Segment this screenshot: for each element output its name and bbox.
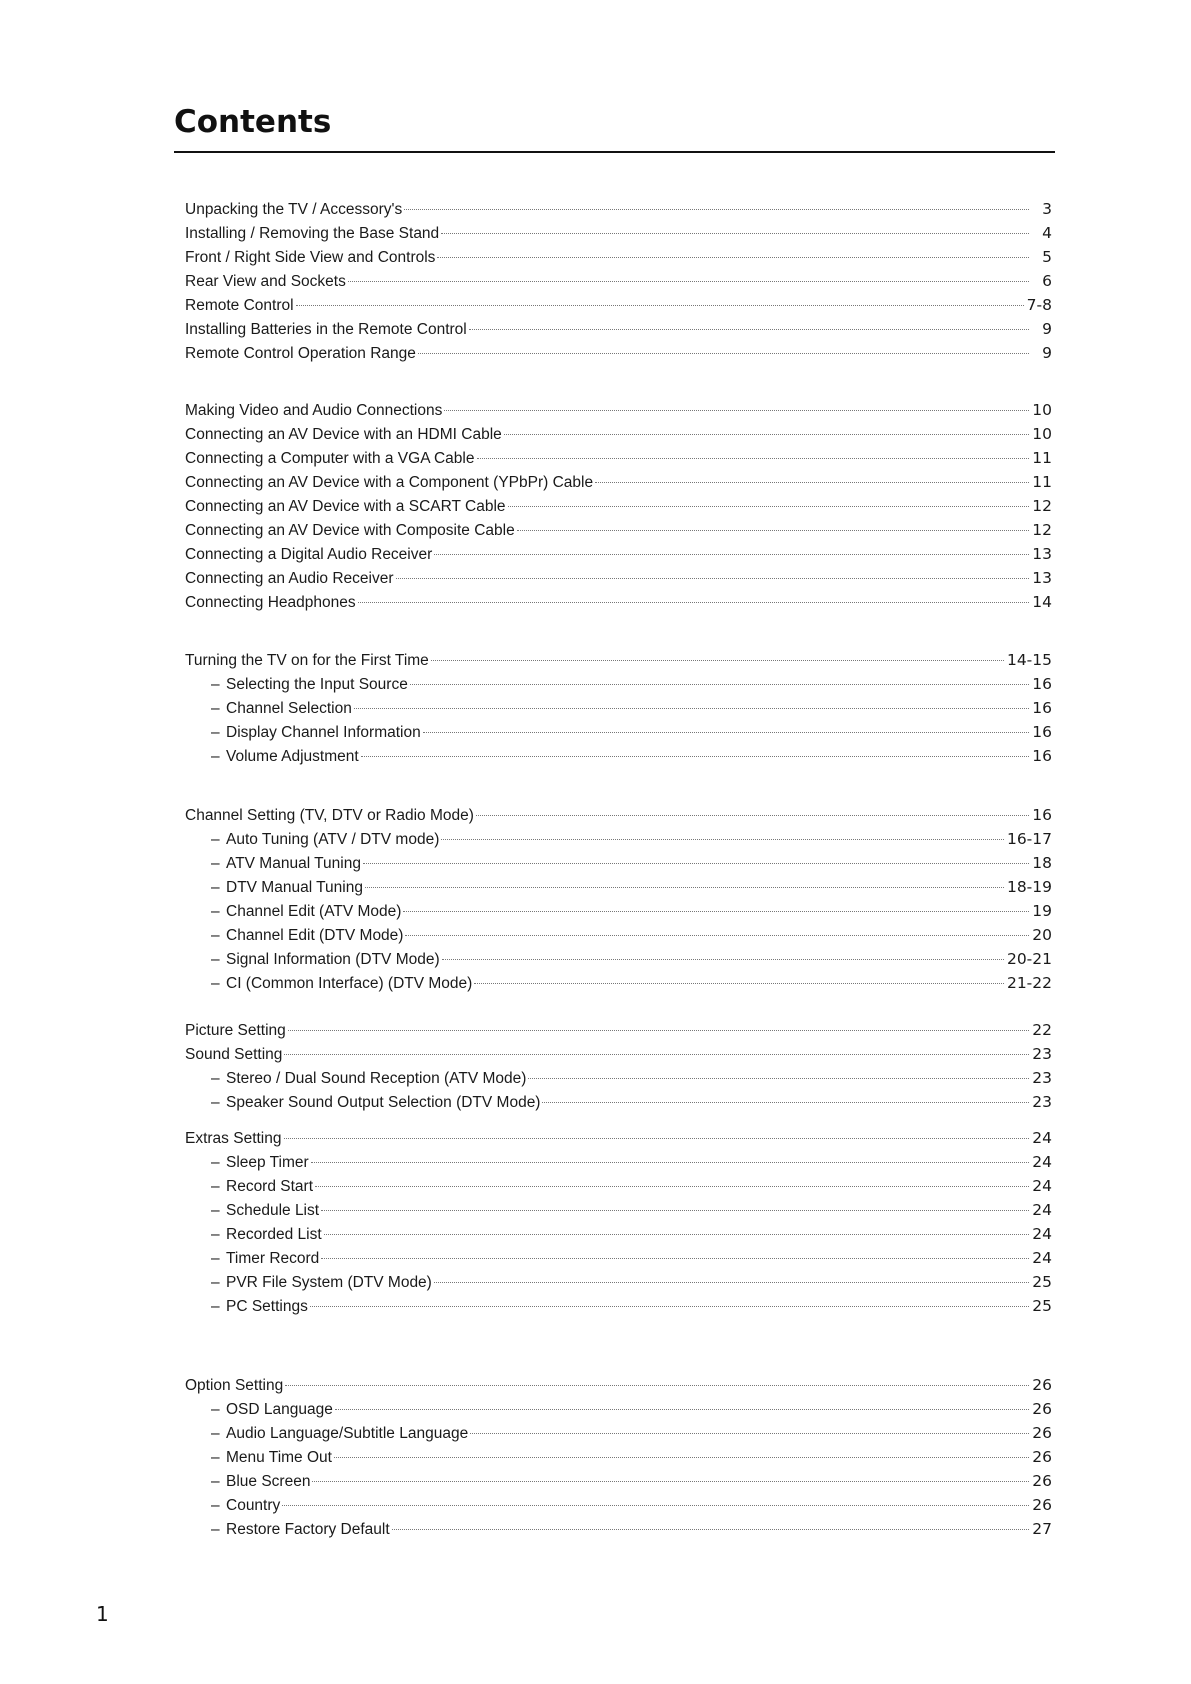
sub-entry-dash: – bbox=[211, 1401, 220, 1418]
dot-leader bbox=[441, 839, 1004, 840]
toc-entry[interactable] bbox=[185, 1469, 1052, 1493]
toc-entry[interactable] bbox=[185, 1174, 1052, 1198]
toc-entry-label: Display Channel Information bbox=[226, 724, 421, 741]
dot-leader bbox=[321, 1210, 1029, 1211]
dot-leader bbox=[405, 935, 1029, 936]
dot-leader bbox=[311, 1162, 1029, 1163]
sub-entry-dash: – bbox=[211, 724, 220, 741]
dot-leader bbox=[335, 1409, 1029, 1410]
toc-entry[interactable] bbox=[185, 221, 1052, 245]
toc-entry[interactable] bbox=[185, 1373, 1052, 1397]
dot-leader bbox=[321, 1258, 1029, 1259]
toc-entry-page: 26 bbox=[1032, 1472, 1052, 1490]
toc-entry[interactable] bbox=[185, 566, 1052, 590]
sub-entry-dash: – bbox=[211, 1094, 220, 1111]
toc-entry-label: Recorded List bbox=[226, 1226, 322, 1243]
toc-entry-label: Channel Edit (ATV Mode) bbox=[226, 903, 402, 920]
dot-leader bbox=[441, 233, 1029, 234]
toc-entry-page: 16 bbox=[1032, 699, 1052, 717]
dot-leader bbox=[348, 281, 1029, 282]
toc-entry[interactable] bbox=[185, 1493, 1052, 1517]
title-divider bbox=[174, 151, 1055, 153]
dot-leader bbox=[315, 1186, 1029, 1187]
toc-entry[interactable] bbox=[185, 744, 1052, 768]
toc-entry[interactable] bbox=[185, 542, 1052, 566]
toc-entry-label: Installing Batteries in the Remote Control bbox=[185, 321, 467, 338]
toc-group-options bbox=[185, 1373, 1052, 1541]
toc-group-channel-setting bbox=[185, 803, 1052, 995]
toc-entry-page: 24 bbox=[1032, 1225, 1052, 1243]
toc-entry-page: 24 bbox=[1032, 1249, 1052, 1267]
toc-entry-page: 18-19 bbox=[1006, 878, 1052, 896]
toc-entry-label: Connecting an AV Device with an HDMI Cable bbox=[185, 426, 502, 443]
toc-entry[interactable] bbox=[185, 1397, 1052, 1421]
dot-leader bbox=[508, 506, 1029, 507]
toc-entry-page: 16-17 bbox=[1006, 830, 1052, 848]
toc-entry[interactable] bbox=[185, 947, 1052, 971]
toc-entry-label: Record Start bbox=[226, 1178, 314, 1195]
dot-leader bbox=[288, 1030, 1029, 1031]
dot-leader bbox=[284, 1054, 1029, 1055]
toc-entry-label: Remote Control bbox=[185, 297, 294, 314]
toc-entry-label: Connecting an AV Device with Composite Cable bbox=[185, 522, 515, 539]
toc-entry-label: PVR File System (DTV Mode) bbox=[226, 1274, 432, 1291]
sub-entry-dash: – bbox=[211, 1226, 220, 1243]
toc-group-connections bbox=[185, 398, 1052, 614]
dot-leader bbox=[517, 530, 1029, 531]
toc-entry-label: Option Setting bbox=[185, 1377, 284, 1394]
toc-entry[interactable] bbox=[185, 971, 1052, 995]
toc-entry[interactable] bbox=[185, 899, 1052, 923]
dot-leader bbox=[528, 1078, 1029, 1079]
toc-entry-page: 20-21 bbox=[1006, 950, 1052, 968]
sub-entry-dash: – bbox=[211, 1274, 220, 1291]
sub-entry-dash: – bbox=[211, 1070, 220, 1087]
page-title: Contents bbox=[174, 104, 332, 140]
sub-entry-dash: – bbox=[211, 700, 220, 717]
toc-entry-label: Connecting a Digital Audio Receiver bbox=[185, 546, 433, 563]
sub-entry-dash: – bbox=[211, 975, 220, 992]
toc-entry[interactable] bbox=[185, 422, 1052, 446]
toc-entry-label: Connecting an Audio Receiver bbox=[185, 570, 394, 587]
sub-entry-dash: – bbox=[211, 1497, 220, 1514]
dot-leader bbox=[324, 1234, 1029, 1235]
sub-entry-dash: – bbox=[211, 1202, 220, 1219]
dot-leader bbox=[434, 1282, 1029, 1283]
toc-entry-page: 21-22 bbox=[1006, 974, 1052, 992]
toc-entry-label: Sleep Timer bbox=[226, 1154, 309, 1171]
toc-entry-page: 9 bbox=[1042, 320, 1052, 338]
toc-entry[interactable] bbox=[185, 1198, 1052, 1222]
dot-leader bbox=[392, 1529, 1029, 1530]
toc-entry-label: Front / Right Side View and Controls bbox=[185, 249, 436, 266]
dot-leader bbox=[312, 1481, 1029, 1482]
toc-entry[interactable] bbox=[185, 1150, 1052, 1174]
toc-entry-page: 11 bbox=[1032, 473, 1052, 491]
sub-entry-dash: – bbox=[211, 927, 220, 944]
toc-entry-label: CI (Common Interface) (DTV Mode) bbox=[226, 975, 473, 992]
toc-entry-page: 26 bbox=[1032, 1400, 1052, 1418]
toc-entry-page: 25 bbox=[1032, 1273, 1052, 1291]
toc-entry[interactable] bbox=[185, 1270, 1052, 1294]
toc-entry[interactable] bbox=[185, 803, 1052, 827]
dot-leader bbox=[476, 815, 1029, 816]
dot-leader bbox=[410, 684, 1029, 685]
toc-entry-label: Country bbox=[226, 1497, 281, 1514]
toc-entry-page: 16 bbox=[1032, 675, 1052, 693]
toc-entry-label: ATV Manual Tuning bbox=[226, 855, 361, 872]
toc-entry[interactable] bbox=[185, 341, 1052, 365]
dot-leader bbox=[474, 983, 1004, 984]
sub-entry-dash: – bbox=[211, 1449, 220, 1466]
page-number: 1 bbox=[96, 1602, 109, 1626]
toc-entry-label: Timer Record bbox=[226, 1250, 320, 1267]
toc-entry[interactable] bbox=[185, 398, 1052, 422]
toc-entry-label: Stereo / Dual Sound Reception (ATV Mode) bbox=[226, 1070, 527, 1087]
toc-entry-page: 25 bbox=[1032, 1297, 1052, 1315]
toc-entry-page: 3 bbox=[1042, 200, 1052, 218]
dot-leader bbox=[542, 1102, 1029, 1103]
dot-leader bbox=[442, 959, 1004, 960]
toc-entry-label: Remote Control Operation Range bbox=[185, 345, 416, 362]
toc-entry-page: 23 bbox=[1032, 1093, 1052, 1111]
toc-entry[interactable] bbox=[185, 720, 1052, 744]
toc-entry-page: 23 bbox=[1032, 1045, 1052, 1063]
toc-group-first-time bbox=[185, 648, 1052, 768]
toc-entry-label: Audio Language/Subtitle Language bbox=[226, 1425, 469, 1442]
dot-leader bbox=[469, 329, 1029, 330]
toc-entry[interactable] bbox=[185, 1445, 1052, 1469]
toc-entry-page: 16 bbox=[1032, 747, 1052, 765]
toc-group-extras bbox=[185, 1126, 1052, 1318]
toc-entry-label: Rear View and Sockets bbox=[185, 273, 346, 290]
toc-entry-page: 7-8 bbox=[1026, 296, 1052, 314]
toc-entry[interactable] bbox=[185, 1246, 1052, 1270]
toc-entry[interactable] bbox=[185, 1066, 1052, 1090]
dot-leader bbox=[403, 911, 1029, 912]
toc-entry-page: 12 bbox=[1032, 521, 1052, 539]
toc-entry-page: 23 bbox=[1032, 1069, 1052, 1087]
toc-entry-page: 16 bbox=[1032, 806, 1052, 824]
toc-entry-page: 22 bbox=[1032, 1021, 1052, 1039]
toc-entry-page: 12 bbox=[1032, 497, 1052, 515]
toc-entry[interactable] bbox=[185, 269, 1052, 293]
toc-entry-page: 26 bbox=[1032, 1448, 1052, 1466]
sub-entry-dash: – bbox=[211, 1298, 220, 1315]
dot-leader bbox=[470, 1433, 1029, 1434]
toc-entry-label: Channel Setting (TV, DTV or Radio Mode) bbox=[185, 807, 474, 824]
toc-entry-label: Extras Setting bbox=[185, 1130, 282, 1147]
toc-entry-label: Channel Edit (DTV Mode) bbox=[226, 927, 404, 944]
toc-entry[interactable] bbox=[185, 875, 1052, 899]
toc-entry-label: Channel Selection bbox=[226, 700, 352, 717]
dot-leader bbox=[296, 305, 1024, 306]
toc-entry[interactable] bbox=[185, 1090, 1052, 1114]
toc-entry-label: Volume Adjustment bbox=[226, 748, 359, 765]
toc-entry-page: 24 bbox=[1032, 1177, 1052, 1195]
toc-entry-page: 24 bbox=[1032, 1153, 1052, 1171]
toc-entry-page: 14 bbox=[1032, 593, 1052, 611]
toc-entry[interactable] bbox=[185, 494, 1052, 518]
sub-entry-dash: – bbox=[211, 855, 220, 872]
toc-group-setup bbox=[185, 197, 1052, 365]
dot-leader bbox=[365, 887, 1004, 888]
toc-entry-label: Speaker Sound Output Selection (DTV Mode) bbox=[226, 1094, 541, 1111]
toc-entry-label: Connecting an AV Device with a Component (YPbPr) Cable bbox=[185, 474, 594, 491]
toc-entry-page: 6 bbox=[1042, 272, 1052, 290]
dot-leader bbox=[361, 756, 1029, 757]
toc-entry-label: Connecting Headphones bbox=[185, 594, 356, 611]
toc-entry[interactable] bbox=[185, 851, 1052, 875]
sub-entry-dash: – bbox=[211, 1425, 220, 1442]
sub-entry-dash: – bbox=[211, 1154, 220, 1171]
toc-entry[interactable] bbox=[185, 1042, 1052, 1066]
dot-leader bbox=[431, 660, 1004, 661]
toc-entry[interactable] bbox=[185, 518, 1052, 542]
toc-entry-label: Restore Factory Default bbox=[226, 1521, 390, 1538]
toc-entry-page: 10 bbox=[1032, 425, 1052, 443]
toc-entry[interactable] bbox=[185, 293, 1052, 317]
sub-entry-dash: – bbox=[211, 748, 220, 765]
toc-entry[interactable] bbox=[185, 827, 1052, 851]
dot-leader bbox=[477, 458, 1030, 459]
toc-entry-label: Signal Information (DTV Mode) bbox=[226, 951, 440, 968]
toc-entry[interactable] bbox=[185, 696, 1052, 720]
toc-entry-label: Turning the TV on for the First Time bbox=[185, 652, 429, 669]
toc-group-picture-sound bbox=[185, 1018, 1052, 1114]
toc-entry-page: 16 bbox=[1032, 723, 1052, 741]
dot-leader bbox=[284, 1138, 1030, 1139]
toc-entry[interactable] bbox=[185, 648, 1052, 672]
toc-entry-label: Connecting an AV Device with a SCART Cable bbox=[185, 498, 506, 515]
toc-entry-page: 4 bbox=[1042, 224, 1052, 242]
dot-leader bbox=[354, 708, 1029, 709]
toc-entry-page: 24 bbox=[1032, 1129, 1052, 1147]
dot-leader bbox=[595, 482, 1029, 483]
toc-entry-page: 19 bbox=[1032, 902, 1052, 920]
sub-entry-dash: – bbox=[211, 903, 220, 920]
toc-entry[interactable] bbox=[185, 1421, 1052, 1445]
dot-leader bbox=[423, 732, 1029, 733]
dot-leader bbox=[363, 863, 1029, 864]
toc-entry-label: Selecting the Input Source bbox=[226, 676, 408, 693]
toc-entry-label: Unpacking the TV / Accessory's bbox=[185, 201, 403, 218]
toc-entry-page: 13 bbox=[1032, 569, 1052, 587]
toc-entry-label: Blue Screen bbox=[226, 1473, 311, 1490]
dot-leader bbox=[437, 257, 1029, 258]
toc-entry-page: 24 bbox=[1032, 1201, 1052, 1219]
toc-entry[interactable] bbox=[185, 1018, 1052, 1042]
sub-entry-dash: – bbox=[211, 1178, 220, 1195]
dot-leader bbox=[404, 209, 1029, 210]
toc-entry[interactable] bbox=[185, 317, 1052, 341]
toc-entry-label: Schedule List bbox=[226, 1202, 320, 1219]
toc-entry[interactable] bbox=[185, 590, 1052, 614]
dot-leader bbox=[504, 434, 1029, 435]
toc-entry-label: Connecting a Computer with a VGA Cable bbox=[185, 450, 475, 467]
dot-leader bbox=[334, 1457, 1029, 1458]
toc-entry-page: 18 bbox=[1032, 854, 1052, 872]
toc-entry[interactable] bbox=[185, 1294, 1052, 1318]
dot-leader bbox=[310, 1306, 1029, 1307]
toc-entry[interactable] bbox=[185, 1126, 1052, 1150]
toc-entry-label: Installing / Removing the Base Stand bbox=[185, 225, 440, 242]
toc-entry-label: Sound Setting bbox=[185, 1046, 283, 1063]
sub-entry-dash: – bbox=[211, 676, 220, 693]
toc-entry-page: 20 bbox=[1032, 926, 1052, 944]
toc-entry-page: 26 bbox=[1032, 1376, 1052, 1394]
toc-entry-page: 9 bbox=[1042, 344, 1052, 362]
toc-entry[interactable] bbox=[185, 1517, 1052, 1541]
toc-entry-label: Making Video and Audio Connections bbox=[185, 402, 443, 419]
toc-entry-page: 27 bbox=[1032, 1520, 1052, 1538]
sub-entry-dash: – bbox=[211, 1521, 220, 1538]
toc-entry-page: 10 bbox=[1032, 401, 1052, 419]
toc-entry-label: OSD Language bbox=[226, 1401, 333, 1418]
toc-entry-page: 26 bbox=[1032, 1424, 1052, 1442]
dot-leader bbox=[396, 578, 1029, 579]
toc-entry-label: DTV Manual Tuning bbox=[226, 879, 363, 896]
dot-leader bbox=[282, 1505, 1029, 1506]
dot-leader bbox=[434, 554, 1029, 555]
toc-entry-label: Picture Setting bbox=[185, 1022, 286, 1039]
toc-entry-page: 11 bbox=[1032, 449, 1052, 467]
toc-entry-label: Auto Tuning (ATV / DTV mode) bbox=[226, 831, 440, 848]
toc-entry[interactable] bbox=[185, 470, 1052, 494]
toc-entry[interactable] bbox=[185, 446, 1052, 470]
dot-leader bbox=[418, 353, 1029, 354]
toc-entry[interactable] bbox=[185, 672, 1052, 696]
toc-entry-label: PC Settings bbox=[226, 1298, 308, 1315]
sub-entry-dash: – bbox=[211, 1473, 220, 1490]
toc-entry[interactable] bbox=[185, 197, 1052, 221]
sub-entry-dash: – bbox=[211, 831, 220, 848]
toc-entry[interactable] bbox=[185, 245, 1052, 269]
dot-leader bbox=[444, 410, 1029, 411]
toc-entry-page: 26 bbox=[1032, 1496, 1052, 1514]
dot-leader bbox=[358, 602, 1029, 603]
toc-entry-page: 13 bbox=[1032, 545, 1052, 563]
toc-entry[interactable] bbox=[185, 1222, 1052, 1246]
sub-entry-dash: – bbox=[211, 1250, 220, 1267]
toc-entry-page: 5 bbox=[1042, 248, 1052, 266]
toc-entry-page: 14-15 bbox=[1006, 651, 1052, 669]
dot-leader bbox=[285, 1385, 1029, 1386]
sub-entry-dash: – bbox=[211, 951, 220, 968]
sub-entry-dash: – bbox=[211, 879, 220, 896]
toc-entry-label: Menu Time Out bbox=[226, 1449, 332, 1466]
toc-entry[interactable] bbox=[185, 923, 1052, 947]
